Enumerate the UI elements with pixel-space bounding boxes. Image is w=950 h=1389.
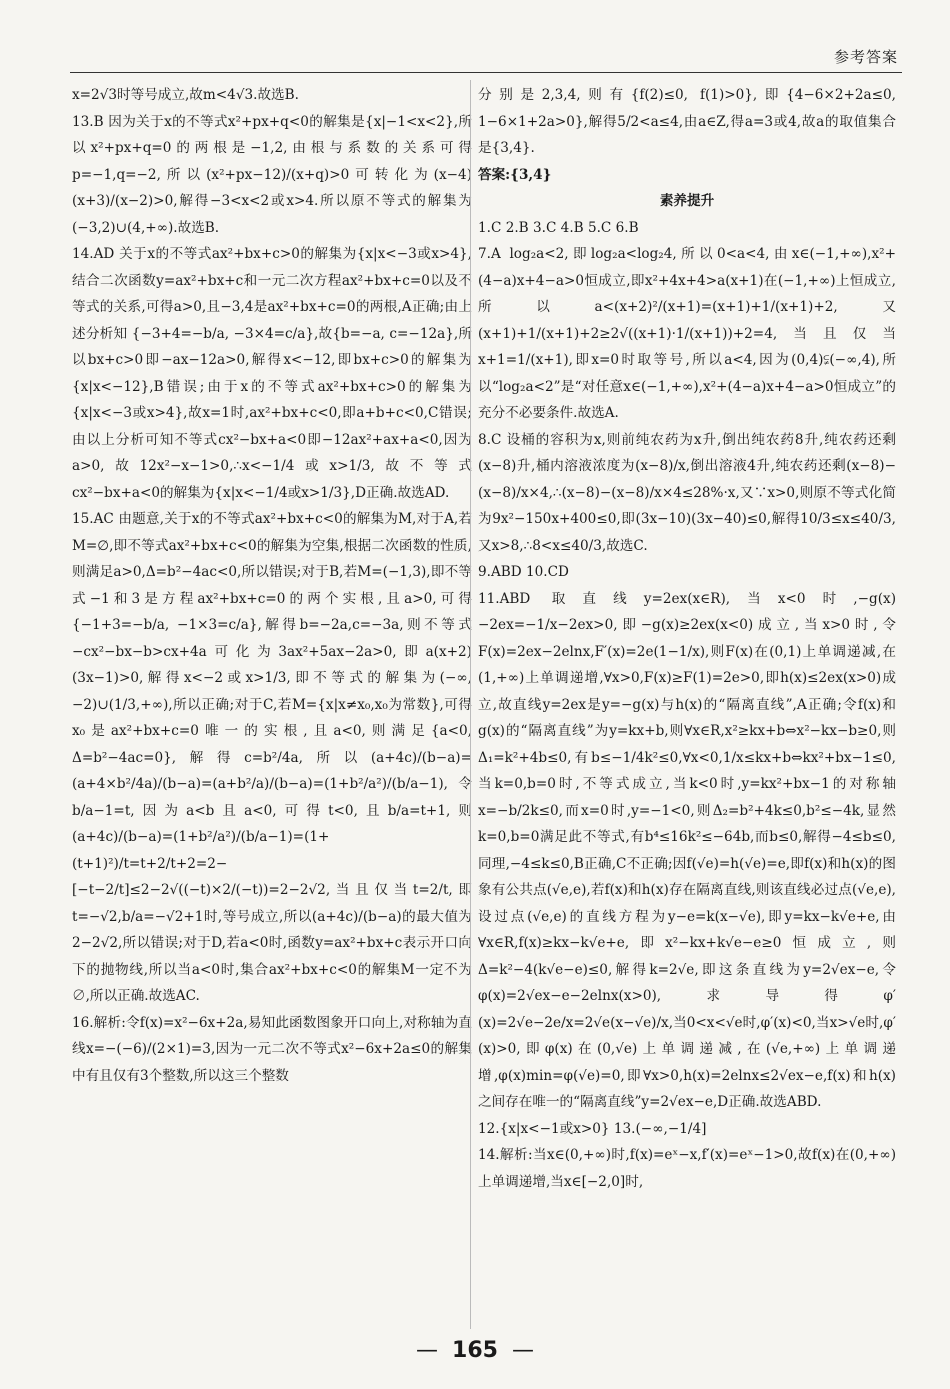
answers-12-13: 12.{x|x<−1或x>0} 13.(−∞,−1/4] [478,1120,707,1137]
page-number: — 165 — [416,1338,534,1363]
header-title: 参考答案 [833,48,898,66]
header-rule [70,72,902,73]
answer-7: 7.A log₂a<2,即log₂a<log₂4,所以0<a<4,由x∈(−1,+∞),x²+(4−a)x+4−a>0恒成立,即x²+4x+4>a(x+1)在(−1,+∞)上恒成立,所以a<(x+2)²/(x+1)=(x+1)+1/(x+1)+2,又(x+1)+1/(x+1)+2≥2√((x+1)·1/(x+1))+2=4,当且仅当x+1=1/(x+1),即x=0时取等号,所以a<4,因为(0,4)⫋(−∞,4),所以“log₂a<2”是“对任意x∈(−1,+∞),x²+(4−a)x+4−a>0恒成立”的充分不必要条件.故选A. [478,246,896,421]
answer-16: 16.解析:令f(x)=x²−6x+2a,易知此函数图象开口向上,对称轴为直线x=−(−6)/(2×1)=3,因为一元二次不等式x²−6x+2a≤0的解集中有且仅有3个整数,所以这三个整数 [72,1014,472,1084]
answer-8: 8.C 设桶的容积为x,则前纯农药为x升,倒出纯农药8升,纯农药还剩(x−8)升,桶内溶液浓度为(x−8)/x,倒出溶液4升,纯农药还剩(x−8)−(x−8)/x×4,∴(x−8)−(x−8)/x×4≤28%·x,又∵x>0,则原不等式化简为9x²−150x+400≤0,即(3x−10)(3x−40)≤0,解得10/3≤x≤40/3,又x>8,∴8<x≤40/3,故选C. [478,431,896,554]
section-heading: 素养提升 [659,193,715,209]
answer-15: 15.AC 由题意,关于x的不等式ax²+bx+c<0的解集为M,对于A,若M=∅,即不等式ax²+bx+c<0的解集为空集,根据二次函数的性质,则满足a>0,Δ=b²−4ac<0,所以错误;对于B,若M=(−1,3),即不等式−1和3是方程ax²+bx+c=0的两个实根,且a>0,可得{−1+3=−b/a, −1×3=c/a},解得b=−2a,c=−3a,则不等式−cx²−bx−b>cx+4a可化为3ax²+5ax−2a>0,即a(x+2)(3x−1)>0,解得x<−2或x>1/3,即不等式的解集为(−∞,−2)∪(1/3,+∞),所以正确;对于C,若M={x|x≠x₀,x₀为常数},可得x₀是ax²+bx+c=0唯一的实根,且a<0,则满足{a<0, Δ=b²−4ac=0},解得c=b²/4a,所以(a+4c)/(b−a)=(a+4×b²/4a)/(b−a)=(a+b²/a)/(b−a)=(1+b²/a²)/(b/a−1),令b/a−1=t,因为a<b且a<0,可得t<0,且b/a=t+1,则(a+4c)/(b−a)=(1+b²/a²)/(b/a−1)=(1+(t+1)²)/t=t+2/t+2=2−[−t−2/t]≤2−2√((−t)×2/(−t))=2−2√2,当且仅当t=2/t,即t=−√2,b/a=−√2+1时,等号成立,所以(a+4c)/(b−a)的最大值为2−2√2,所以错误;对于D,若a<0时,函数y=ax²+bx+c表示开口向下的抛物线,所以当a<0时,集合ax²+bx+c<0的解集M一定不为∅,所以正确.故选AC. [72,511,472,1004]
answer-13: 13.B 因为关于x的不等式x²+px+q<0的解集是{x|−1<x<2},所以x²+px+q=0的两根是−1,2,由根与系数的关系可得p=−1,q=−2,所以(x²+px−12)/(x+q)>0可转化为(x−4)(x+3)/(x−2)>0,解得−3<x<2或x>4.所以原不等式的解集为(−3,2)∪(4,+∞).故选B. [72,113,472,236]
answer-16-cont: 分别是2,3,4,则有{f(2)≤0, f(1)>0},即{4−6×2+2a≤0, 1−6×1+2a>0},解得5/2<a≤4,由a∈Z,得a=3或4,故a的取值集合是{3,4}. [478,87,896,156]
answer-14: 14.AD 关于x的不等式ax²+bx+c>0的解集为{x|x<−3或x>4},结合二次函数y=ax²+bx+c和一元二次方程ax²+bx+c=0以及不等式的关系,可得a>0,且−3,4是ax²+bx+c=0的两根,A正确;由上述分析知 {−3+4=−b/a, −3×4=c/a},故{b=−a, c=−12a},所以bx+c>0即−ax−12a>0,解得x<−12,即bx+c>0的解集为{x|x<−12},B错误;由于x的不等式ax²+bx+c>0的解集为{x|x<−3或x>4},故x=1时,ax²+bx+c<0,即a+b+c<0,C错误;由以上分析可知不等式cx²−bx+a<0即−12ax²+ax+a<0,因为a>0,故12x²−x−1>0,∴x<−1/4或x>1/3,故不等式cx²−bx+a<0的解集为{x|x<−1/4或x>1/3},D正确.故选AD. [72,246,472,501]
column-divider [470,80,471,1329]
left-column [72,82,472,1089]
answers-9-10: 9.ABD 10.CD [478,564,569,580]
answer-16-result: 答案:{3,4} [478,166,552,183]
answers-1-6: 1.C 2.B 3.C 4.B 5.C 6.B [478,219,639,236]
right-column [478,82,896,1195]
answer-paragraph: x=2√3时等号成立,故m<4√3.故选B. [72,87,299,103]
answer-11: 11.ABD 取直线y=2ex(x∈R),当x<0时,−g(x)−2ex=−1/x−2ex>0,即−g(x)≥2ex(x<0)成立,当x>0时,令F(x)=2ex−2elnx,F′(x)=2e(1−1/x),则F(x)在(0,1)上单调递减,在(1,+∞)上单调递增,∀x>0,F(x)≥F(1)=2e>0,即h(x)≤2ex(x>0)成立,故直线y=2ex是y=−g(x)与h(x)的“隔离直线”,A正确;令f(x)和g(x)的“隔离直线”为y=kx+b,则∀x∈R,x²≥kx+b⇔x²−kx−b≥0,则Δ₁=k²+4b≤0,有b≤−1/4k²≤0,∀x<0,1/x≤kx+b⇔kx²+bx−1≤0,当k=0,b=0时,不等式成立,当k<0时,y=kx²+bx−1的对称轴x=−b/2k≤0,而x=0时,y=−1<0,则Δ₂=b²+4k≤0,b²≤−4k,显然k=0,b=0满足此不等式,有b⁴≤16k²≤−64b,而b≤0,解得−4≤b≤0,同理,−4≤k≤0,B正确,C不正确;因f(√e)=h(√e)=e,即f(x)和h(x)的图象有公共点(√e,e),若f(x)和h(x)存在隔离直线,则该直线必过点(√e,e),设过点(√e,e)的直线方程为y−e=k(x−√e),即y=kx−k√e+e,由∀x∈R,f(x)≥kx−k√e+e,即x²−kx+k√e−e≥0恒成立,则Δ=k²−4(k√e−e)≤0,解得k=2√e,即这条直线为y=2√ex−e,令φ(x)=2√ex−e−2elnx(x>0),求导得φ′(x)=2√e−2e/x=2√e(x−√e)/x,当0<x<√e时,φ′(x)<0,当x>√e时,φ′(x)>0,即φ(x)在(0,√e)上单调递减,在(√e,+∞)上单调递增,φ(x)min=φ(√e)=0,即∀x>0,h(x)=2elnx≤2√ex−e,f(x)和h(x)之间存在唯一的“隔离直线”y=2√ex−e,D正确.故选ABD. [478,590,896,1110]
answer-14: 14.解析:当x∈(0,+∞)时,f(x)=eˣ−x,f′(x)=eˣ−1>0,故f(x)在(0,+∞)上单调递增,当x∈[−2,0]时, [478,1147,896,1190]
page-number-value: 165 [452,1338,498,1363]
